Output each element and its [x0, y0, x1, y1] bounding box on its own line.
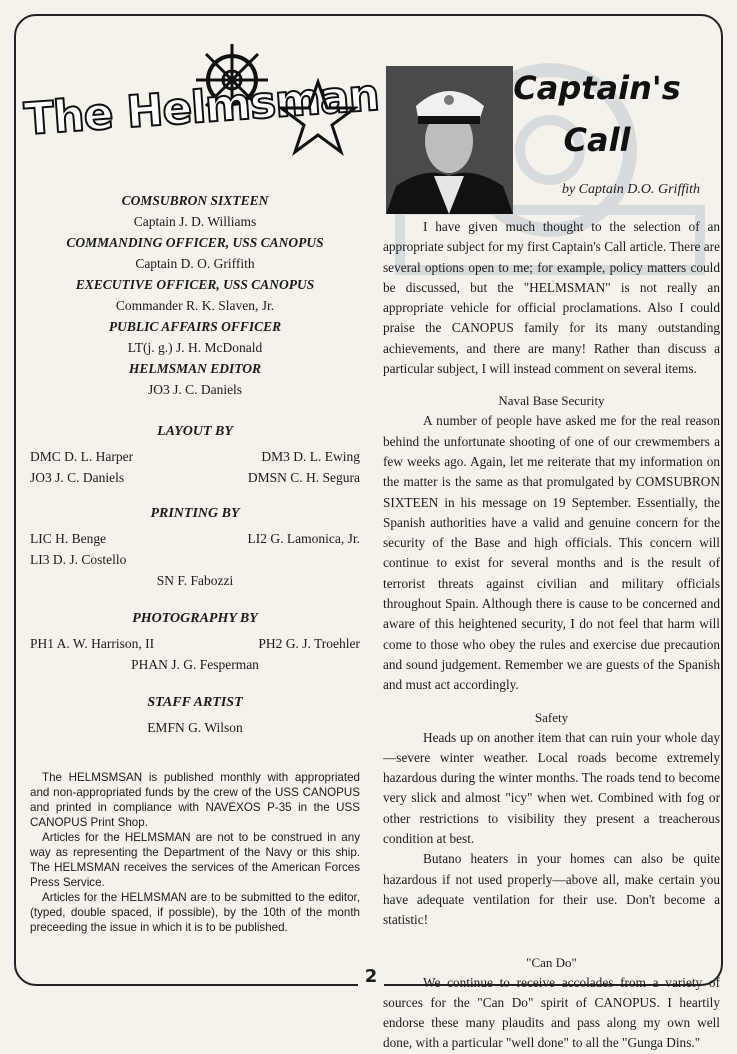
article-paragraph: We continue to receive accolades from a variety of sources for the "Can Do" spirit of CANOPUS. I heartily endorse these many plaudits and pass along my own well done, with a particular "well done" to all the "Gunga Dins.": [383, 974, 720, 1051]
staff-list: [30, 190, 360, 400]
credit-name: LIC H. Benge: [30, 531, 107, 546]
staff-role: EXECUTIVE OFFICER, USS CANOPUS: [75, 277, 315, 292]
star-icon: [278, 78, 358, 158]
photography-credits: [30, 609, 360, 675]
printing-heading: PRINTING BY: [150, 506, 240, 521]
staff-name: LT(j. g.) J. H. McDonald: [127, 340, 263, 355]
article-title-line: Call: [563, 121, 631, 159]
staff-name: Commander R. K. Slaven, Jr.: [115, 298, 275, 313]
section-heading: Safety: [534, 709, 569, 725]
article-paragraph: Heads up on another item that can ruin your whole day—severe winter weather. Local roads become extremely hazardous during the winter months. The roads tend to become very slick and almost "icy" when wet. Combined with fog or other restrictions to visibility they present a treacherous condition at best.: [383, 729, 720, 847]
staff-name: Captain D. O. Griffith: [135, 256, 255, 271]
credit-name: PH2 G. J. Troehler: [258, 636, 360, 651]
page-number: 2: [358, 966, 384, 987]
note-paragraph: Articles for the HELMSMAN are to be submitted to the editor, (typed, double spaced, if possible), by the 10th of the month preceeding the issue in which it is to be published.: [30, 891, 360, 934]
captain-portrait-icon: [386, 66, 513, 214]
credit-name: PHAN J. G. Fesperman: [131, 657, 259, 672]
credit-name: DMC D. L. Harper: [30, 449, 134, 464]
artist-heading: STAFF ARTIST: [147, 695, 243, 710]
credit-name: EMFN G. Wilson: [147, 720, 243, 735]
credit-name: SN F. Fabozzi: [156, 573, 234, 588]
masthead-note: [30, 770, 360, 935]
printing-credits: [30, 504, 360, 591]
layout-heading: LAYOUT BY: [157, 424, 233, 439]
section-heading: "Can Do": [526, 954, 577, 970]
staff-name: Captain J. D. Williams: [133, 214, 257, 229]
masthead-title: The Helmsman: [22, 69, 381, 146]
staff-role: COMMANDING OFFICER, USS CANOPUS: [66, 235, 324, 250]
staff-role: COMSUBRON SIXTEEN: [121, 193, 269, 208]
article-title-line: Captain's: [513, 69, 681, 107]
captain-photo: [386, 66, 513, 214]
staff-role: PUBLIC AFFAIRS OFFICER: [108, 319, 282, 334]
article-paragraph: A number of people have asked me for the real reason behind the unfortunate shooting of one of our crewmembers a few weeks ago. Again, let me reiterate that my information on the matter is the same as that promulgated by COMSUBRON SIXTEEN in his message on 19 September. Essentially, the Spanish authorities have a valid and genuine concern for the security of the Base and high officials. This concern will continue to exist for several months and is the result of terrorist threats against civilian and military officials throughout Spain. Although there is cause to be concerned and aware of this heightened security, I do not feel that harm will come to those who obey the rules and exercise due precaution and sound judgement. Remember we are guests of the Spanish and must act accordingly.: [383, 413, 720, 693]
note-paragraph: The HELMSMSAN is published monthly with appropriated and non-appropriated funds by the crew of the USS CANOPUS and printed in compliance with NAVEXOS P-35 in the USS CANOPUS Print Shop.: [30, 771, 360, 829]
layout-credits: [30, 422, 360, 488]
article-paragraph: I have given much thought to the selection of an appropriate subject for my first Captain's Call article. There are several options open to me; for example, policy matters could be discussed, but the "HELMSMAN" is not really an appropriate vehicle for official proclamations. Also I could praise the CANOPUS family for its many outstanding achievements, and there are many! Rather than discuss a particular subject, I will instead comment on several items.: [383, 219, 720, 377]
article-byline: by Captain D.O. Griffith: [561, 182, 700, 197]
section-heading: Naval Base Security: [498, 393, 605, 409]
note-paragraph: Articles for the HELMSMAN are not to be construed in any way as representing the Department of the Navy or this ship. The HELMSMAN receives the services of the American Forces Press Service.: [30, 831, 360, 889]
staff-name: JO3 J. C. Daniels: [147, 382, 243, 397]
credit-name: PH1 A. W. Harrison, II: [30, 636, 155, 651]
staff-role: HELMSMAN EDITOR: [128, 361, 262, 376]
artist-credit: [30, 693, 360, 738]
article-paragraph: Butano heaters in your homes can also be quite hazardous if not used properly—above all, make certain you have adequate ventilation for their use. Don't become a statistic!: [383, 851, 720, 928]
credit-name: DMSN C. H. Segura: [247, 470, 360, 485]
credit-name: LI3 D. J. Costello: [30, 552, 127, 567]
article-body: [383, 217, 720, 1054]
article-title: [512, 62, 682, 166]
credit-name: JO3 J. C. Daniels: [30, 470, 125, 485]
photography-heading: PHOTOGRAPHY BY: [132, 611, 258, 626]
credit-name: DM3 D. L. Ewing: [261, 449, 360, 464]
credit-name: LI2 G. Lamonica, Jr.: [247, 531, 360, 546]
masthead: [22, 40, 381, 170]
